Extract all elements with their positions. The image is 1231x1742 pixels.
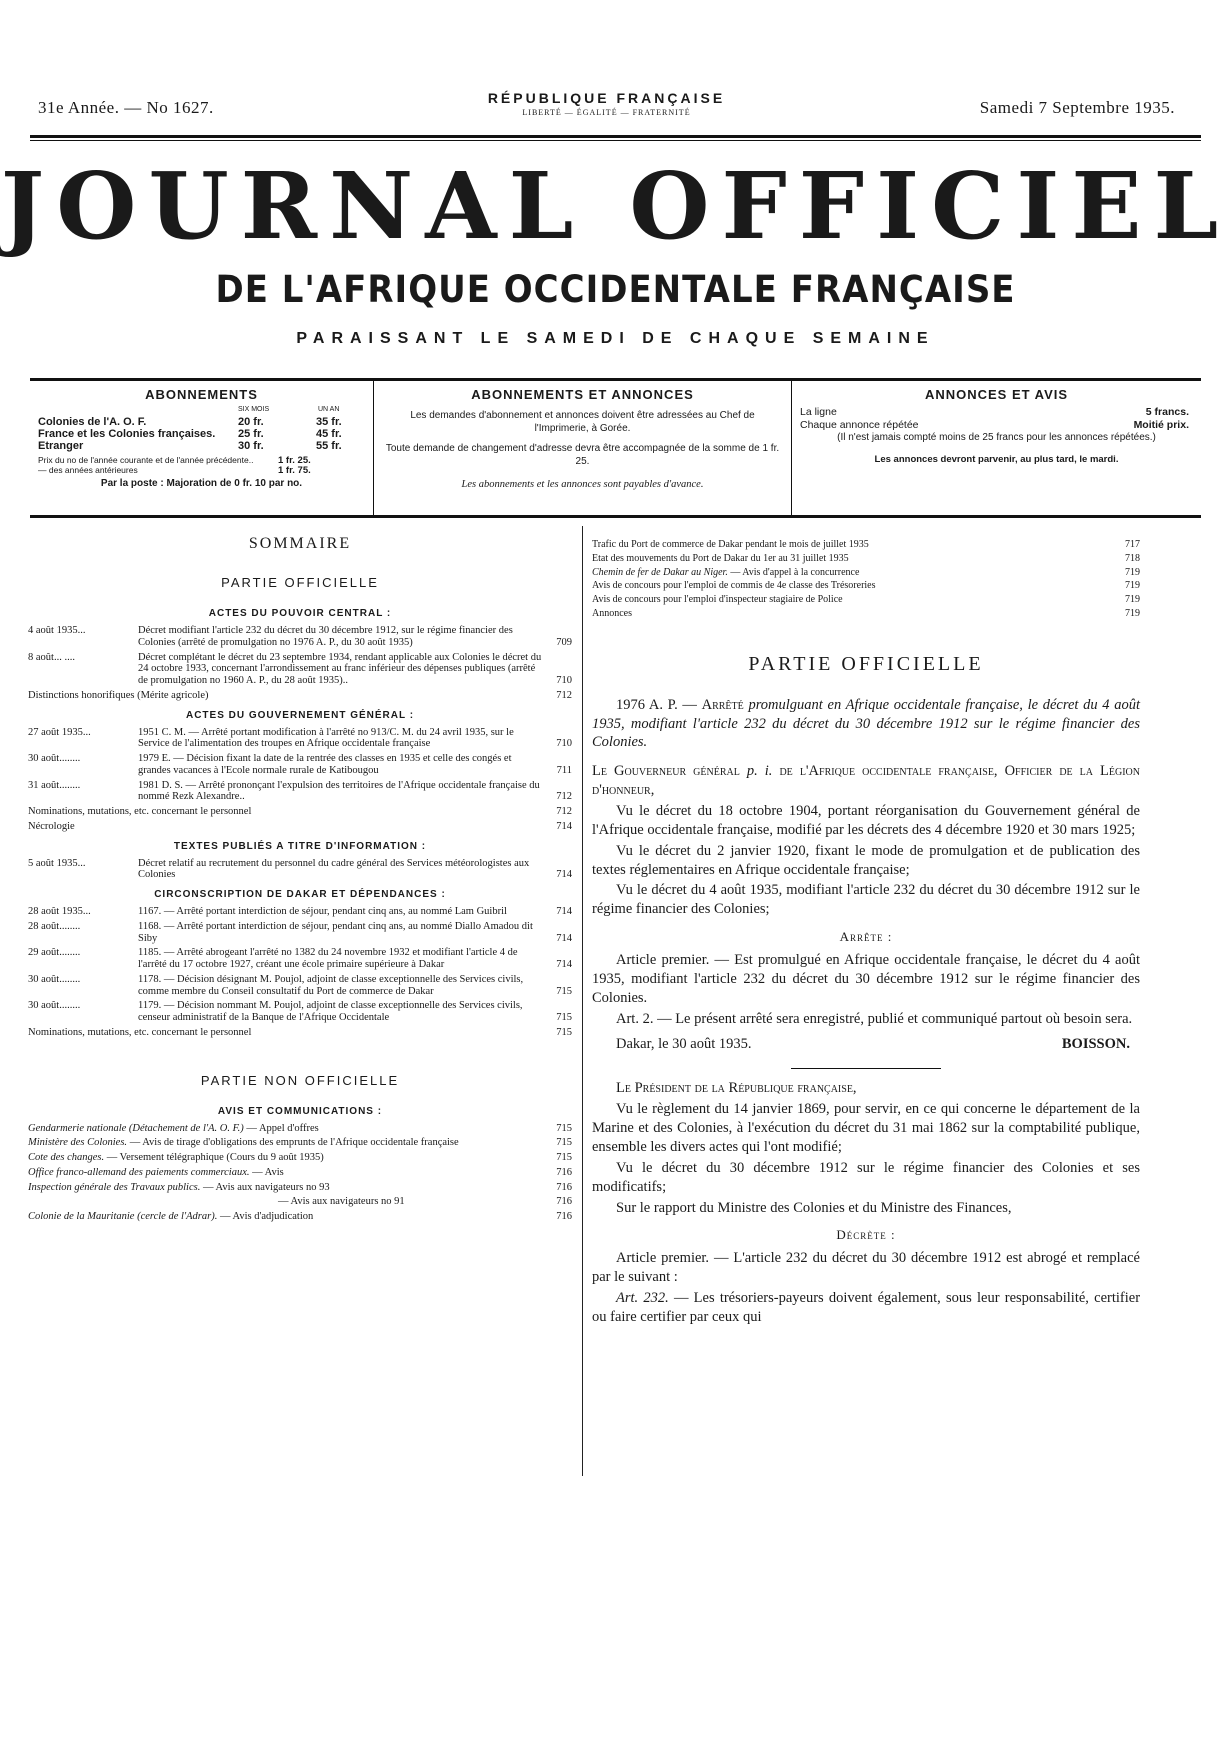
toc-page: 715: [556, 1122, 572, 1134]
tarif-ligne-value: 5 francs.: [1145, 406, 1189, 418]
signature-name: BOISSON.: [1061, 1036, 1130, 1053]
arrete-number: 1976 A. P. —: [616, 696, 702, 713]
visa-paragraph: Vu le règlement du 14 janvier 1869, pour servir, en ce qui concerne le département de la Marine et des Colonies, à l'exécution du décret du 31 mai 1862 sur la comptabilité publique, ensemble les divers actes qui l'ont modifié;: [592, 1101, 1140, 1155]
toc-date: 28 août........: [28, 920, 81, 932]
section-gouvernement-general: ACTES DU GOUVERNEMENT GÉNÉRAL :: [185, 709, 415, 721]
subscription-boxes: [30, 378, 1201, 518]
arrete-heading: [592, 696, 1140, 753]
toc-entry: [28, 1152, 572, 1164]
toc-text: — Appel d'offres: [246, 1122, 319, 1134]
majoration-poste: Par la poste : Majoration de 0 fr. 10 par no.: [100, 478, 303, 489]
toc-text: — Avis: [252, 1166, 284, 1178]
tarif-ligne: [800, 406, 1193, 419]
toc-page: 714: [556, 820, 572, 832]
changement-adresse: Toute demande de changement d'adresse devra être accompagnée de la somme de 1 fr. 25.: [385, 443, 780, 467]
journal-subtitle: DE L'AFRIQUE OCCIDENTALE FRANÇAISE: [215, 268, 1016, 312]
toc-page: 714: [556, 932, 572, 944]
prix-courant-value: 1 fr. 25.: [278, 455, 311, 466]
toc-date: 30 août........: [28, 753, 81, 764]
toc-text: 1185. — Arrêté abrogeant l'arrêté no 1382 du 24 novembre 1932 et modifiant l'article 4 de l'arrêté du 17 octobre 1927, créant une école primaire supérieure à Dakar: [138, 947, 518, 970]
payables-avance: Les abonnements et les annonces sont payables d'avance.: [461, 479, 704, 490]
prix-anterieur-value: 1 fr. 75.: [278, 465, 311, 476]
toc-entry: [28, 1196, 572, 1208]
article-paragraph: Article premier. — L'article 232 du décret du 30 décembre 1912 est abrogé et remplacé par le suivant :: [592, 1250, 1140, 1286]
toc-page: 715: [556, 1026, 572, 1038]
toc-text: Nominations, mutations, etc. concernant le personnel: [28, 806, 252, 817]
signature-line: [592, 1036, 1140, 1058]
toc-page: 710: [556, 675, 572, 686]
toc-page: 719: [1125, 566, 1140, 578]
box-avis-title: ANNONCES ET AVIS: [924, 387, 1069, 402]
toc-entry: [28, 1123, 572, 1135]
toc-page: 718: [1125, 552, 1140, 564]
toc-entry: [28, 921, 572, 945]
box-annonces-avis: [792, 381, 1201, 515]
toc-text: Nécrologie: [28, 820, 75, 832]
toc-date: 28 août 1935...: [28, 906, 91, 917]
toc-entry: [28, 780, 572, 804]
toc-right-entry: [592, 579, 1140, 593]
abonnements-column-headers: [38, 406, 365, 416]
un-an-header: UN AN: [318, 406, 340, 413]
toc-name: Colonie de la Mauritanie (cercle de l'Adrar).: [28, 1211, 218, 1222]
toc-page: 715: [556, 1012, 572, 1023]
masthead-top-line: [38, 90, 1175, 120]
toc-text: Décret complétant le décret du 23 septembre 1934, rendant applicable aux Colonies le décret du 24 octobre 1933, concernant l'arrondissement au franc inférieur des dépenses publiques (arrêté de promulgation no 1960 A. P., du 28 août 1935)..: [138, 651, 542, 686]
toc-entry: [28, 652, 572, 687]
box-abonnements-annonces: [373, 381, 792, 515]
abonnement-label: Etranger: [38, 440, 84, 452]
section-rule: [791, 1068, 941, 1069]
president-line: Le Président de la République française,: [616, 1080, 857, 1097]
partie-officielle-heading: PARTIE OFFICIELLE: [221, 575, 379, 590]
six-mois-header: SIX MOIS: [238, 406, 270, 413]
toc-date: 30 août........: [28, 973, 81, 985]
toc-page: 709: [556, 636, 572, 648]
abonnement-un-an: 55 fr.: [316, 440, 342, 452]
sommaire-column: [28, 535, 572, 1226]
toc-text: 1167. — Arrêté portant interdiction de séjour, pendant cinq ans, au nommé Lam Guibril: [138, 906, 507, 917]
abonnement-row: [38, 416, 365, 428]
visa-paragraph: Vu le décret du 2 janvier 1920, fixant le mode de promulgation et de publication des textes réglementaires en Afrique occidentale française;: [592, 842, 1140, 878]
box-abonnements: [30, 381, 373, 515]
toc-page: 710: [556, 738, 572, 750]
article-paragraph: [592, 1289, 1140, 1327]
article-paragraph: Art. 2. — Le présent arrêté sera enregistré, publié et communiqué partout où besoin sera.: [616, 1010, 1133, 1027]
toc-text: — Versement télégraphique (Cours du 9 août 1935): [106, 1152, 324, 1163]
masthead-rule-thick: [30, 135, 1201, 138]
toc-text: Avis de concours pour l'emploi de commis de 4e classe des Trésoreries: [592, 580, 876, 592]
toc-page: 715: [556, 1137, 572, 1149]
toc-name: Office franco-allemand des paiements commerciaux.: [28, 1166, 250, 1178]
gouverneur-line: [592, 762, 1140, 800]
issue-date: Samedi 7 Septembre 1935.: [979, 98, 1175, 117]
toc-page: 714: [556, 959, 572, 970]
toc-text: 1981 D. S. — Arrêté prononçant l'expulsion des territoires de l'Afrique occidentale française du nommé Rezk Alexandre..: [138, 779, 540, 803]
toc-entry: [28, 753, 572, 777]
year-issue: 31e Année. — No 1627.: [38, 98, 214, 117]
toc-text: Décret relatif au recrutement du personnel du cadre général des Services météorologistes aux Colonies: [138, 857, 530, 881]
toc-entry: [28, 947, 572, 971]
visa-paragraph: Vu le décret du 18 octobre 1904, portant réorganisation du Gouvernement général de l'Afrique occidentale française, modifié par les décrets des 4 décembre 1920 et 30 mars 1925;: [592, 803, 1140, 838]
toc-page: 712: [556, 806, 572, 817]
tarif-repetee-value: Moitié prix.: [1133, 419, 1189, 431]
decrete-label: Décrète :: [836, 1227, 896, 1243]
toc-page: 714: [556, 906, 572, 917]
toc-text: — Avis aux navigateurs no 91: [278, 1196, 405, 1208]
toc-entry: [28, 1137, 572, 1149]
toc-entry: [28, 690, 572, 702]
arrete-title: promulguant en Afrique occidentale française, le décret du 4 août 1935, modifiant l'article 232 du décret du 30 décembre 1912 sur le régime financier des Colonies.: [592, 696, 1141, 751]
toc-entry: [28, 625, 572, 649]
toc-page: 717: [1125, 539, 1140, 550]
section-avis-communications: AVIS ET COMMUNICATIONS :: [217, 1105, 383, 1117]
signature-place-date: Dakar, le 30 août 1935.: [616, 1036, 752, 1053]
toc-entry: [28, 1167, 572, 1179]
toc-entry: [28, 974, 572, 998]
article-label: Art. 232.: [616, 1290, 669, 1307]
abonnement-row: [38, 440, 365, 452]
toc-name: Cote des changes.: [28, 1152, 105, 1163]
toc-text: — Avis d'appel à la concurrence: [730, 566, 860, 578]
toc-text: 1951 C. M. — Arrêté portant modification à l'arrêté no 913/C. M. du 24 avril 1935, sur le Service de l'alimentation des troupes en Afrique occidentale française: [138, 726, 514, 750]
toc-right-entry: [592, 552, 1140, 566]
toc-date: 4 août 1935...: [28, 625, 86, 636]
toc-date: 30 août........: [28, 1000, 81, 1012]
section-pouvoir-central: ACTES DU POUVOIR CENTRAL :: [208, 608, 392, 619]
abonnement-un-an: 35 fr.: [316, 416, 342, 428]
toc-text: Trafic du Port de commerce de Dakar pendant le mois de juillet 1935: [592, 539, 869, 550]
toc-entry: [28, 1182, 572, 1194]
visa-paragraph: Vu le décret du 4 août 1935, modifiant l'article 232 du décret du 30 décembre 1912 sur le régime financier des Colonies;: [592, 882, 1140, 918]
column-divider: [582, 526, 583, 1476]
toc-right-entry: [592, 607, 1140, 621]
box-abonnements-title: ABONNEMENTS: [145, 387, 258, 402]
toc-name: Inspection générale des Travaux publics.: [28, 1181, 201, 1193]
toc-right-entry: [592, 566, 1140, 580]
toc-entry: [28, 1211, 572, 1223]
toc-right-entry: [592, 593, 1140, 607]
toc-text: 1979 E. — Décision fixant la date de la rentrée des classes en 1935 et celle des congés et grandes vacances à l'Ecole normale rurale de Katibougou: [138, 753, 512, 776]
toc-entry: [28, 727, 572, 751]
article-paragraph: Article premier. — Est promulgué en Afrique occidentale française, le décret du 4 août 1935, modifiant l'article 232 du décret du 30 décembre 1912 sur le régime financier des Colonies.: [592, 952, 1140, 1006]
journal-tagline: PARAISSANT LE SAMEDI DE CHAQUE SEMAINE: [296, 330, 935, 347]
visa-paragraph: Vu le décret du 30 décembre 1912 sur le régime financier des Colonies et ses modificatifs;: [592, 1159, 1140, 1195]
abonnement-six-mois: 20 fr.: [238, 416, 264, 428]
republique-francaise: RÉPUBLIQUE FRANÇAISE: [487, 90, 726, 106]
arrete-word: Arrêté: [701, 696, 744, 713]
box-annonces-title: ABONNEMENTS ET ANNONCES: [471, 387, 694, 402]
abonnement-label: Colonies de l'A. O. F.: [38, 416, 147, 428]
gouverneur-pi: p. i.: [746, 763, 773, 780]
toc-text: 1178. — Décision désignant M. Poujol, adjoint de classe exceptionnelle des Services civils, comme membre du Conseil consultatif du Port de commerce de Dakar: [138, 973, 524, 997]
article-text: — Les trésoriers-payeurs doivent également, sous leur responsabilité, certifier ou faire certifier par ceux qui: [592, 1290, 1141, 1325]
prix-anterieur-label: — des années antérieures: [38, 465, 138, 475]
tarif-repetee-label: Chaque annonce répétée: [800, 419, 919, 431]
toc-text: Avis de concours pour l'emploi d'inspecteur stagiaire de Police: [592, 594, 843, 606]
tarif-ligne-label: La ligne: [800, 406, 837, 418]
toc-name: Ministère des Colonies.: [28, 1137, 128, 1149]
toc-page: 716: [556, 1181, 572, 1193]
visa-paragraph: Sur le rapport du Ministre des Colonies et du Ministre des Finances,: [616, 1199, 1012, 1216]
section-circonscription-dakar: CIRCONSCRIPTION DE DAKAR ET DÉPENDANCES :: [154, 889, 446, 900]
toc-text: Distinctions honorifiques (Mérite agricole): [28, 689, 209, 701]
toc-text: Annonces: [592, 607, 632, 619]
toc-text: — Avis aux navigateurs no 93: [202, 1181, 330, 1193]
minimum-note: (Il n'est jamais compté moins de 25 francs pour les annonces répétées.): [837, 432, 1156, 443]
abonnement-label: France et les Colonies françaises.: [38, 428, 216, 440]
toc-page: 716: [556, 1211, 572, 1222]
arrete-label: Arrête :: [839, 929, 893, 945]
sommaire-title: SOMMAIRE: [248, 535, 352, 552]
masthead-rule-thin: [30, 140, 1201, 141]
annonces-deadline: Les annonces devront parvenir, au plus tard, le mardi.: [874, 454, 1119, 465]
toc-page: 719: [1125, 607, 1140, 619]
toc-text: — Avis de tirage d'obligations des emprunts de l'Afrique occidentale française: [129, 1137, 459, 1149]
toc-entry: [28, 821, 572, 833]
toc-page: 711: [556, 764, 572, 776]
tarif-repetee: [800, 419, 1193, 432]
abonnement-six-mois: 30 fr.: [238, 440, 264, 452]
partie-officielle-title: PARTIE OFFICIELLE: [748, 652, 984, 675]
toc-date: 5 août 1935...: [28, 857, 86, 869]
toc-name: Chemin de fer de Dakar au Niger.: [592, 566, 728, 578]
partie-non-officielle-heading: PARTIE NON OFFICIELLE: [200, 1072, 400, 1088]
toc-date: 29 août........: [28, 947, 81, 959]
toc-text: Décret modifiant l'article 232 du décret du 30 décembre 1912, sur le régime financier des Colonies (arrêté de promulgation no 1976 A. P., du 30 août 1935): [138, 625, 513, 648]
toc-page: 712: [556, 689, 572, 701]
toc-text: Etat des mouvements du Port de Dakar du 1er au 31 juillet 1935: [592, 552, 849, 564]
annonces-adresse: Les demandes d'abonnement et annonces doivent être adressées au Chef de l'Imprimerie, à Gorée.: [410, 410, 755, 434]
toc-entry: [28, 1000, 572, 1024]
toc-entry: [28, 906, 572, 918]
toc-date: 8 août... ....: [28, 651, 75, 663]
toc-text: 1168. — Arrêté portant interdiction de séjour, pendant cinq ans, au nommé Diallo Amadou dit Siby: [138, 920, 533, 944]
abonnement-row: [38, 428, 365, 440]
toc-text: Nominations, mutations, etc. concernant le personnel: [28, 1026, 252, 1038]
toc-right-entry: [592, 538, 1140, 552]
toc-page: 712: [556, 791, 572, 803]
toc-page: 715: [556, 985, 572, 997]
toc-page: 719: [1125, 594, 1140, 606]
toc-date: 31 août........: [28, 779, 81, 791]
toc-name: Gendarmerie nationale (Détachement de l'A. O. F.): [28, 1122, 244, 1134]
toc-entry: [28, 1027, 572, 1039]
section-textes-information: TEXTES PUBLIÉS A TITRE D'INFORMATION :: [173, 840, 427, 852]
toc-page: 715: [556, 1152, 572, 1163]
toc-page: 716: [556, 1166, 572, 1178]
toc-text: 1179. — Décision nommant M. Poujol, adjoint de classe exceptionnelle des Services civils, censeur administratif de la Banque de l'Afrique Occidentale: [138, 1000, 523, 1023]
gouverneur-title: Le Gouverneur général: [592, 763, 740, 780]
toc-page: 716: [556, 1196, 572, 1208]
motto: LIBERTÉ — ÉGALITÉ — FRATERNITÉ: [522, 108, 691, 117]
toc-page: 719: [1125, 580, 1140, 592]
gouverneur-rest: de l'Afrique occidentale française, Officier de la Légion d'honneur,: [592, 763, 1141, 799]
toc-entry: [28, 858, 572, 882]
toc-text: — Avis d'adjudication: [219, 1211, 314, 1222]
abonnement-six-mois: 25 fr.: [238, 428, 264, 440]
journal-title: JOURNAL OFFICIEL: [0, 152, 1231, 260]
prix-numero: [38, 455, 365, 475]
toc-page: 714: [556, 869, 572, 881]
prix-courant-label: Prix du no de l'année courante et de l'année précédente..: [38, 455, 254, 465]
abonnement-un-an: 45 fr.: [316, 428, 342, 440]
toc-entry: [28, 806, 572, 818]
toc-date: 27 août 1935...: [28, 726, 91, 738]
main-column: [592, 538, 1140, 1329]
